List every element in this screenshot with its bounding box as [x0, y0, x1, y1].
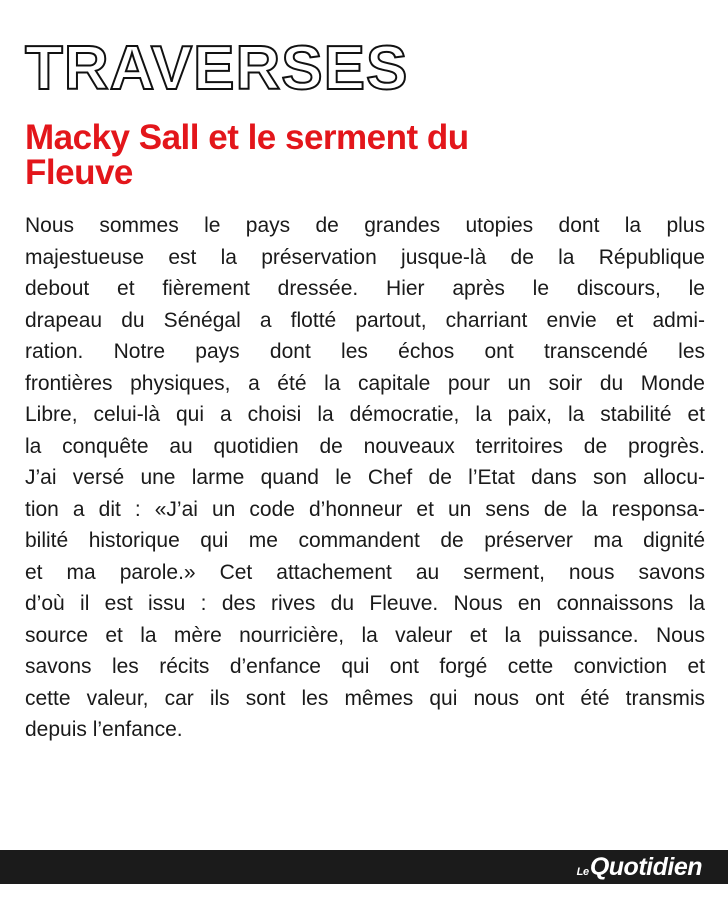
body-line: frontières physiques, a été la capitale pour un soir du Monde	[25, 371, 705, 395]
body-line: la conquête au quotidien de nouveaux territoires de progrès.	[25, 434, 705, 458]
section-title: TRAVERSES	[25, 34, 409, 103]
body-line: Libre, celui-là qui a choisi la démocratie, la paix, la stabilité et	[25, 403, 705, 426]
body-line: majestueuse est la préservation jusque-là de la République	[25, 245, 705, 269]
body-line: Nous sommes le pays de grandes utopies dont la plus	[25, 214, 705, 237]
body-line: et ma parole.» Cet attachement au serment, nous savons	[25, 560, 705, 584]
body-line: tion a dit : «J’ai un code d’honneur et un sens de la responsa-	[25, 497, 705, 521]
body-line: drapeau du Sénégal a flotté partout, charriant envie et admi-	[25, 308, 705, 332]
body-line: savons les récits d’enfance qui ont forgé cette conviction et	[25, 655, 705, 678]
brand-logo	[577, 853, 702, 881]
body-line: ration. Notre pays dont les échos ont transcendé les	[25, 340, 705, 363]
brand-prefix: Le	[576, 866, 589, 878]
body-line: bilité historique qui me commandent de préserver ma dignité	[25, 529, 705, 552]
body-line: d’où il est issu : des rives du Fleuve. Nous en connaissons la	[25, 592, 705, 615]
article-headline	[25, 120, 645, 190]
body-line: J’ai versé une larme quand le Chef de l’Etat dans son allocu-	[25, 466, 705, 489]
body-line: depuis l’enfance.	[25, 718, 183, 741]
body-line: cette valeur, car ils sont les mêmes qui nous ont été transmis	[25, 686, 705, 710]
headline-line: Fleuve	[25, 153, 133, 192]
headline-line: Macky Sall et le serment du	[25, 118, 469, 157]
article-body	[25, 210, 705, 746]
footer-bar	[0, 850, 728, 884]
brand-name: Quotidien	[589, 853, 702, 881]
body-line: debout et fièrement dressée. Hier après le discours, le	[25, 277, 705, 300]
body-line: source et la mère nourricière, la valeur et la puissance. Nous	[25, 623, 705, 647]
